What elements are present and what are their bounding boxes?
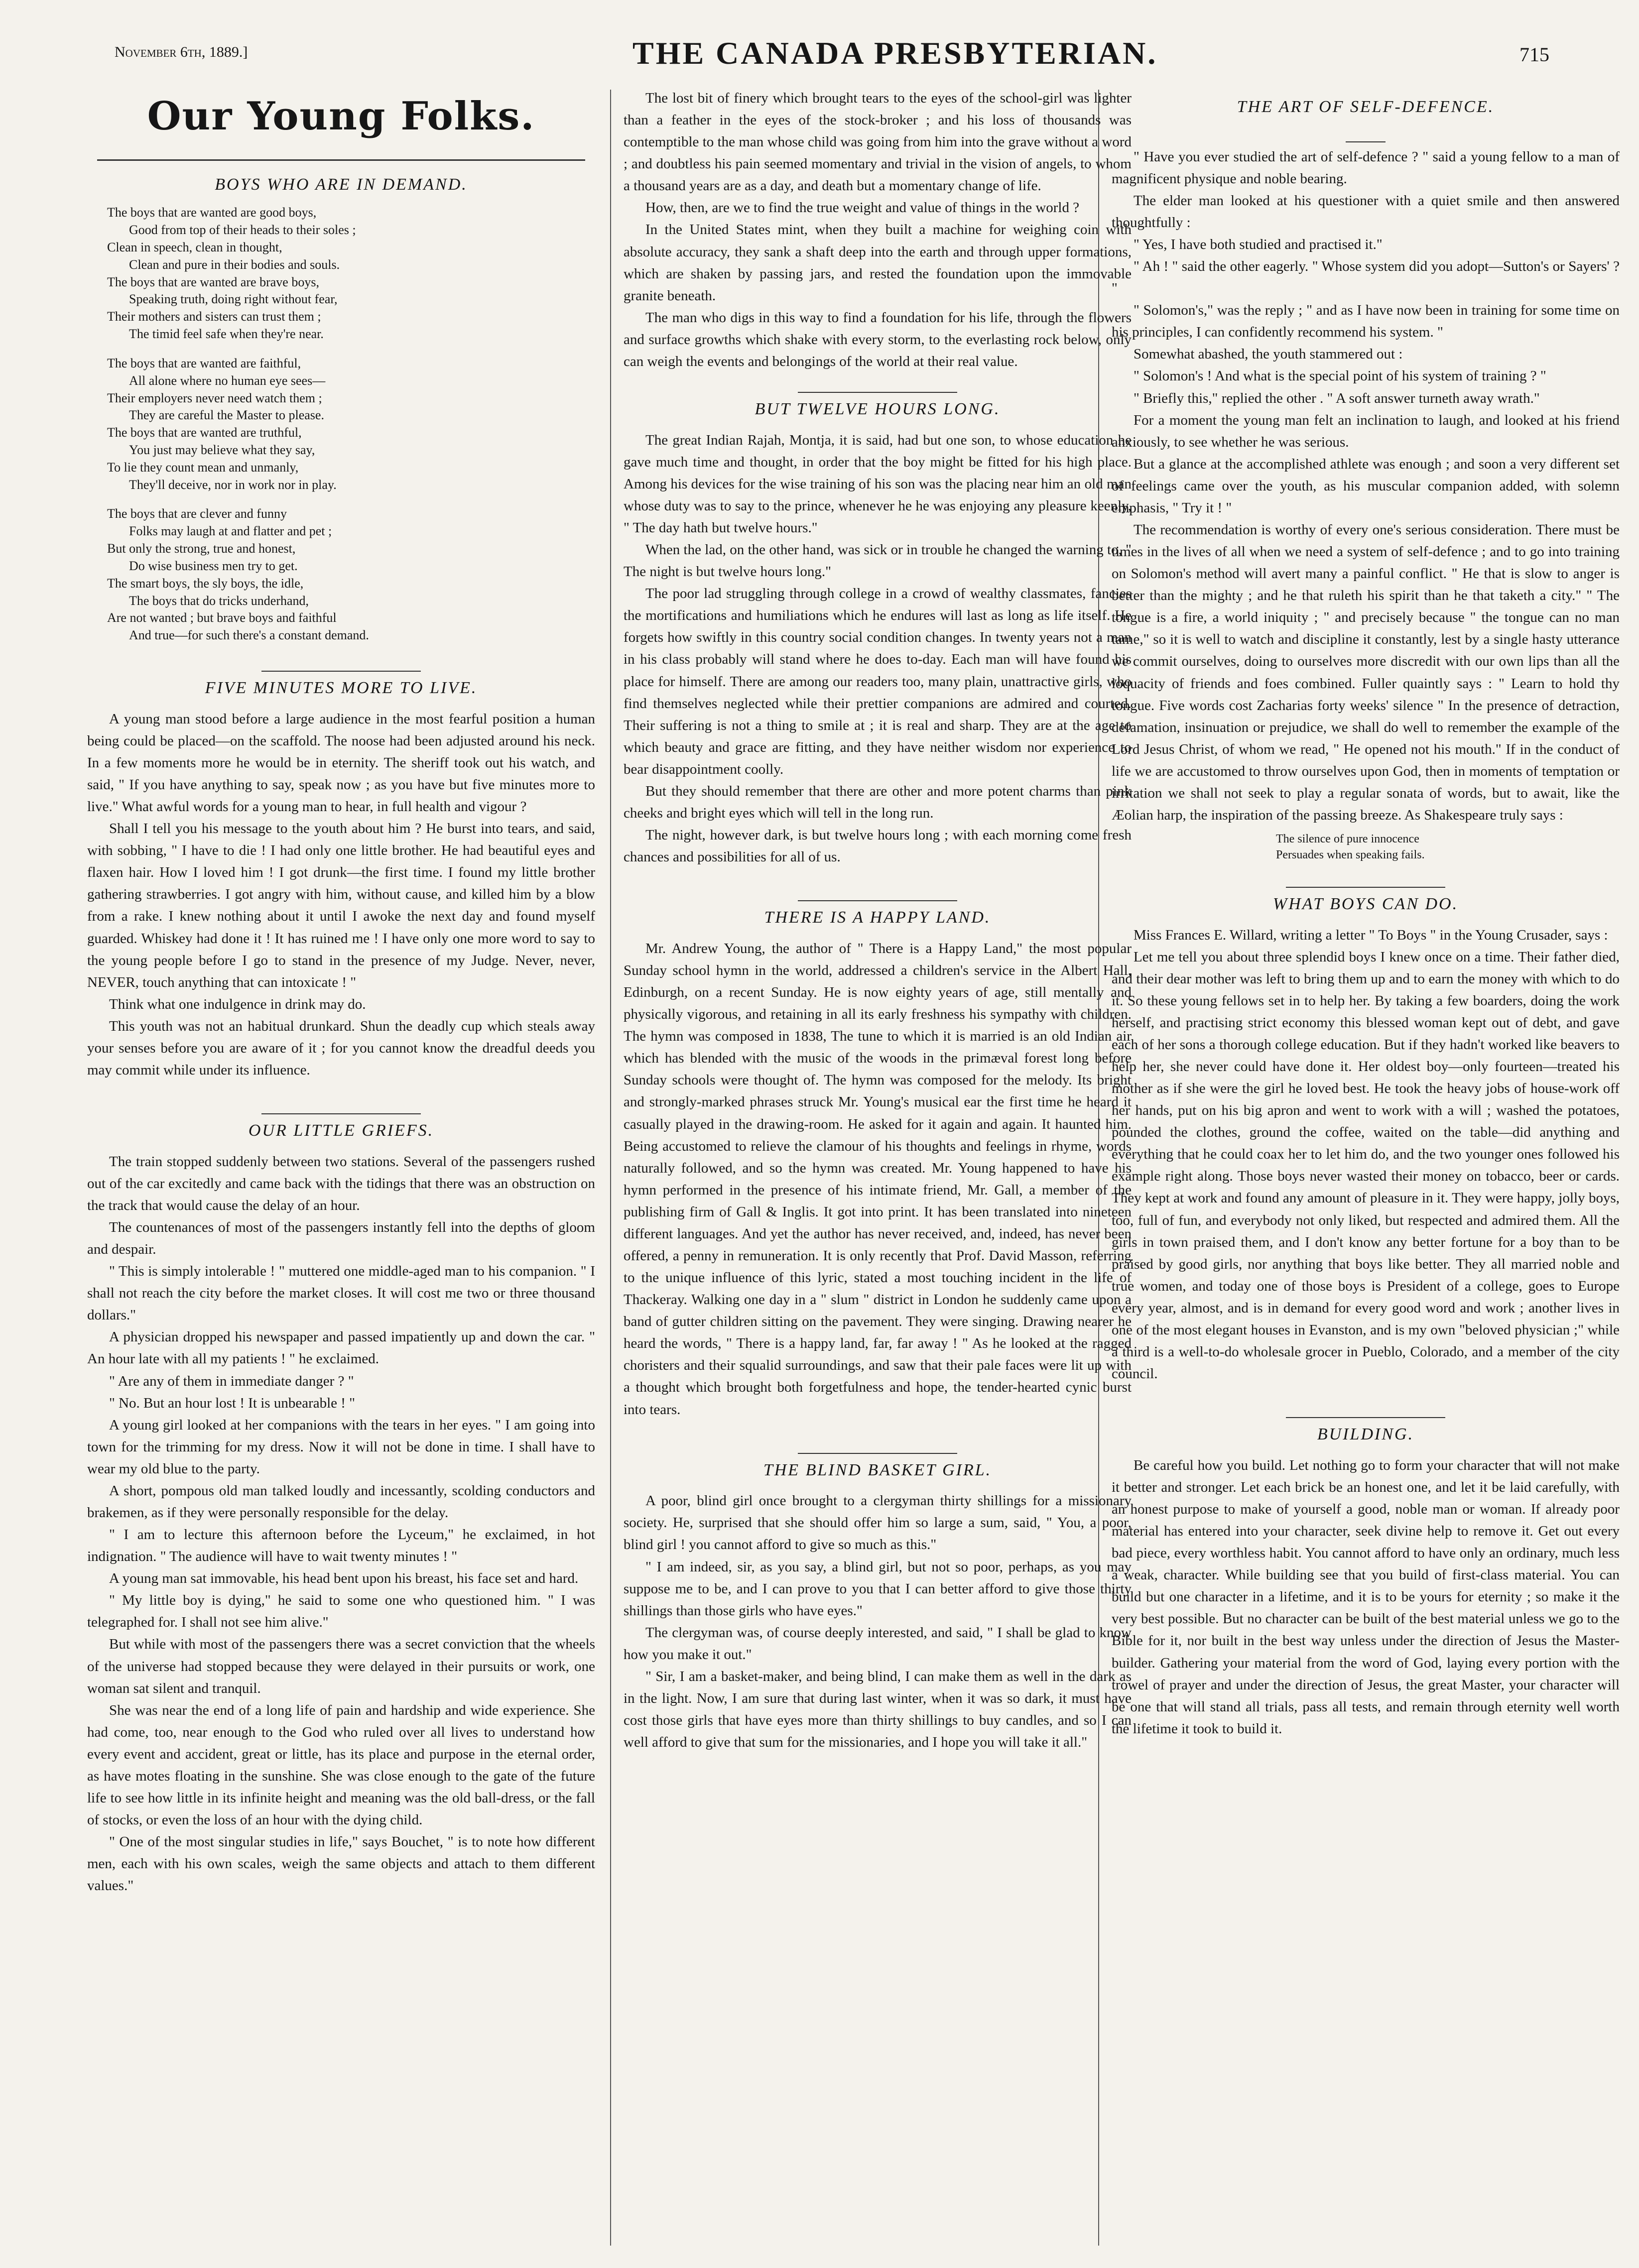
section-divider: [87, 1099, 595, 1109]
section-divider: [1112, 872, 1620, 882]
paragraph: Shall I tell you his message to the youth about him ? He burst into tears, and said, with sobbing, " I have to die ! I had only one little brother. He had beautiful eyes and flaxen hair. How I loved him ! I got drunk—the first time. I found my little brother gathering strawberries. I got angry with him, without cause, and killed him by a blow from a rake. I knew nothing about it until I awoke the next day and found myself guarded. Whiskey had done it ! It has ruined me ! I have only one more word to say to the young people before I go to stand in the presence of my Judge. Never, never, NEVER, touch anything that can intoxicate ! ": [87, 821, 595, 990]
paragraph: When the lad, on the other hand, was sick or in trouble he changed the warning to, " The night is but twelve hours long.": [624, 542, 1132, 580]
paragraph: " This is simply intolerable ! " muttered one middle-aged man to his companion. " I shall not reach the city before the market closes. It will cost me two or three thousand dollars.": [87, 1263, 595, 1323]
paragraph: But while with most of the passengers there was a secret conviction that the wheels of the universe had stopped because they were delayed in their pursuits or work, one woman sat silent and tranquil.: [87, 1636, 595, 1696]
issue-date: November 6th, 1889.]: [115, 44, 248, 60]
paragraph: Mr. Andrew Young, the author of " There is a Happy Land," the most popular Sunday school hymn in the world, addressed a children's service in the Albert Hall, Edinburgh, on a recent Sunday. He is now eighty years of age, still mentally and physically vigorous, and retaining in all its early freshness his sympathy with children. The hymn was composed in 1838, The tune to which it is married is an old Indian air which has blended with the music of the woods in the primæval forest long before Sunday schools were thought of. The hymn was composed for the melody. Its bright and strongly-marked phrases struck Mr. Young's musical ear the first time he heard it casually played in the drawing-room. He asked for it again and again. It haunted him. Being accustomed to relieve the clamour of his thoughts and feelings in rhyme, words naturally followed, and so the hymn was created. Mr. Young happened to have his hymn performed in the presence of his intimate friend, Mr. Gall, a member of the publishing firm of Gall & Inglis. It got into print. It has been translated into nineteen different languages. And yet the author has never received, and, indeed, has never been offered, a penny in remuneration. It is only recently that Prof. David Masson, referring to the unique influence of this lyric, stated a most touching incident in the life of Thackeray. Walking one day in a " slum " district in London he suddenly came upon a band of gutter children sitting on the pavement. They were singing. Drawing nearer he heard the words, " There is a happy land, far, far away ! " As he looked at the ragged choristers and their squalid surroundings, and saw that their pale faces were lit up with a thought which brought both forgetfulness and hope, the tender-hearted cynic burst into tears.: [624, 940, 1132, 1418]
poem-line: The boys that do tricks underhand,: [129, 593, 309, 608]
paragraph: The recommendation is worthy of every one's serious consideration. There must be times in the lives of all when we need a system of self-defence ; and to go into training on Solomon's method will avert many a painful conflict. " He that is slow to anger is better than the mighty ; and he that ruleth his spirit than he that taketh a city." " The tongue is a fire, a world iniquity ; " and precisely because " the tongue can no man tame," so it is well to watch and discipline it constantly, lest by a single hasty utterance we commit ourselves, doing to ourselves more discredit with our own lips than all the loquacity of friends and foes combined. Fuller quaintly says : " Learn to hold thy tongue. Five words cost Zacharias forty weeks' silence " In the presence of detraction, defamation, insinuation or prejudice, we shall do well to remember the example of the Lord Jesus Christ, of whom we read, " He opened not his mouth." If in the conduct of life we are accustomed to throw ourselves upon God, then in moments of temptation or irritation we shall not seek to play a regular sonata of words, but to await, like the Æolian harp, the inspiration of the passing breeze. As Shakespeare truly says :: [1112, 522, 1620, 824]
section-divider: [624, 886, 1132, 896]
poem-stanza: [107, 505, 595, 644]
poem-line: Their employers never need watch them ;: [107, 390, 322, 405]
paragraph: " I am indeed, sir, as you say, a blind girl, but not so poor, perhaps, as you may suppose me to be, and I can prove to you that I can better afford to give those thirty shillings than those girls who have eyes.": [624, 1558, 1132, 1619]
paragraph: But they should remember that there are other and more potent charms than pink cheeks and bright eyes which will tell in the long run.: [624, 783, 1132, 822]
section-divider: [624, 1438, 1132, 1448]
paragraph: In the United States mint, when they built a machine for weighing coin with absolute accuracy, they sank a shaft deep into the earth and through upper formations, which are shaken by passing jars, and rested the foundation upon the immovable granite beneath.: [624, 222, 1132, 304]
section-divider: [87, 656, 595, 666]
paragraph: " Solomon's ! And what is the special point of his system of training ? ": [1134, 368, 1546, 384]
article-body: [87, 708, 595, 1081]
poem-stanza: [107, 204, 595, 343]
paragraph: The train stopped suddenly between two stations. Several of the passengers rushed out of the car excitedly and came back with the tidings that there was an obstruction on the track that would cause the delay of an hour.: [87, 1153, 595, 1213]
poem-line: The boys that are wanted are truthful,: [107, 425, 302, 440]
column-1: [87, 87, 595, 1897]
paragraph: Somewhat abashed, the youth stammered out :: [1134, 346, 1403, 362]
quote-line: Persuades when speaking fails.: [1276, 848, 1425, 862]
paragraph: " No. But an hour lost ! It is unbearable ! ": [109, 1395, 356, 1411]
column-2: [624, 87, 1132, 1753]
paragraph: " Are any of them in immediate danger ? ": [109, 1373, 354, 1389]
article-body: [1112, 924, 1620, 1385]
poem-line: All alone where no human eye sees—: [129, 373, 326, 388]
paragraph: The great Indian Rajah, Montja, it is said, had but one son, to whose education he gave much time and thought, in order that the boy might be fitted for his high place. Among his devices for the wise training of his son was the placing near him an old man whose duty was to say to the prince, whenever he he was enjoying any pleasure keenly, " The day hath but twelve hours.": [624, 432, 1132, 536]
paragraph: " Solomon's," was the reply ; " and as I have now been in training for some time on his principles, I can confidently recommend his system. ": [1112, 302, 1620, 341]
paragraph: Think what one indulgence in drink may do.: [109, 996, 366, 1012]
poem-line: Are not wanted ; but brave boys and faithful: [107, 610, 337, 625]
poem-line: The boys that are wanted are brave boys,: [107, 274, 319, 289]
poem-stanza: [107, 355, 595, 494]
article-title: BUT TWELVE HOURS LONG.: [755, 400, 1001, 419]
page-number: 715: [1519, 43, 1549, 66]
column-3: [1112, 87, 1620, 1740]
paragraph: How, then, are we to find the true weight and value of things in the world ?: [645, 200, 1080, 216]
article-title: BOYS WHO ARE IN DEMAND.: [215, 175, 468, 194]
section-divider: [1112, 1403, 1620, 1413]
poem-line: The boys that are wanted are good boys,: [107, 205, 317, 220]
poem-line: Their mothers and sisters can trust them ;: [107, 309, 321, 324]
page-header: [110, 35, 1579, 85]
paragraph: Let me tell you about three splendid boys I knew once on a time. Their father died, and their dear mother was left to bring them up and to earn the money with which to do it. So these young fellows set in to help her. By taking a few boarders, doing the work herself, and practising strict economy this blessed woman kept out of debt, and gave each of her sons a thorough college education. But if they hadn't worked like beavers to help her, she never could have done it. Her oldest boy—only fourteen—treated his mother as if she were the girl he loved best. He took the heavy jobs of house-work off her hands, put on his big apron and went to work with a will ; washed the potatoes, pounded the clothes, ground the coffee, waited on the table—did anything and everything that he could coax her to let him do, and the two younger ones followed his example right along. Those boys never wasted their money on tobacco, beer or cards. They kept at work and found any amount of pleasure in it. They were happy, jolly boys, too, full of fun, and everybody not only liked, but respected and admired them. All the girls in town praised them, and I don't know any better fortune for a boy than to be praised by good girls, nor anything that boys like better. They all married noble and true women, and today one of those boys is President of a college, goes to Europe every year, almost, and is in demand for every good word and work ; another lives in one of the most elegant houses in Evanston, and is my own "beloved physician ;" while a third is a well-to-do wholesale grocer in Pueblo, Colorado, and a member of the city council.: [1112, 949, 1620, 1382]
paragraph: This youth was not an habitual drunkard. Shun the deadly cup which steals away your senses before you are aware of it ; for you cannot know the dreadful deeds you may commit while under its influence.: [87, 1018, 595, 1078]
paragraph: She was near the end of a long life of pain and hardship and wide experience. She had come, too, near enough to the God who ruled over all lives to understand how every event and accident, great or little, has its place and purpose in the eternal order, as have motes floating in the sunshine. She was close enough to the gate of the future life to see how little in its infinite height and meaning was the old ball-dress, or the fall of stocks, or even the loss of an hour with the dying child.: [87, 1702, 595, 1828]
article-title: WHAT BOYS CAN DO.: [1272, 894, 1459, 913]
paragraph: A physician dropped his newspaper and passed impatiently up and down the car. " An hour late with all my patients ! " he exclaimed.: [87, 1329, 595, 1367]
article-title: THERE IS A HAPPY LAND.: [764, 908, 991, 927]
paragraph: " Yes, I have both studied and practised it.": [1134, 236, 1383, 252]
paragraph: The countenances of most of the passengers instantly fell into the depths of gloom and despair.: [87, 1219, 595, 1258]
paragraph: " Have you ever studied the art of self-defence ? " said a young fellow to a man of magnificent physique and noble bearing.: [1112, 148, 1620, 187]
paragraph: But a glance at the accomplished athlete was enough ; and soon a very different set of feelings came over the youth, as his muscular companion added, with solemn emphasis, " Try it ! ": [1112, 456, 1620, 516]
article-title: OUR LITTLE GRIEFS.: [248, 1121, 434, 1140]
newspaper-title: THE CANADA PRESBYTERIAN.: [632, 35, 1158, 71]
poem-line: They are careful the Master to please.: [129, 408, 324, 423]
paragraph: A young man sat immovable, his head bent upon his breast, his face set and hard.: [109, 1570, 579, 1587]
article-title: FIVE MINUTES MORE TO LIVE.: [205, 679, 478, 698]
paragraph: " Briefly this," replied the other . " A soft answer turneth away wrath.": [1134, 390, 1540, 406]
poem: [107, 204, 595, 644]
paragraph: " One of the most singular studies in life," says Bouchet, " is to note how different men, each with his own scales, weigh the same objects and attach to them different values.": [87, 1834, 595, 1894]
section-divider: [1112, 127, 1620, 137]
article-body: [624, 938, 1132, 1421]
poem-line: And true—for such there's a constant demand.: [129, 628, 369, 643]
poem-line: They'll deceive, nor in work nor in play.: [129, 477, 337, 492]
poem-line: You just may believe what they say,: [129, 442, 315, 457]
poem-line: Do wise business men try to get.: [129, 558, 298, 573]
paragraph: " Ah ! " said the other eagerly. " Whose system did you adopt—Sutton's or Sayers' ? ": [1112, 258, 1620, 297]
poem-line: The boys that are wanted are faithful,: [107, 356, 301, 370]
article-body: [1112, 1454, 1620, 1740]
paragraph: A poor, blind girl once brought to a clergyman thirty shillings for a missionary society. He, surprised that she should offer him so large a sum, said, " You, a poor, blind girl ! you cannot afford to give so much as this.": [624, 1493, 1132, 1553]
article-title: THE BLIND BASKET GIRL.: [763, 1460, 992, 1479]
column-divider: [610, 90, 611, 2246]
quote-line: The silence of pure innocence: [1276, 833, 1419, 846]
paragraph: The night, however dark, is but twelve hours long ; with each morning come fresh chances and possibilities for all of us.: [624, 827, 1132, 865]
poem-line: The timid feel safe when they're near.: [129, 327, 324, 342]
poem-line: But only the strong, true and honest,: [107, 541, 296, 556]
paragraph: " Sir, I am a basket-maker, and being blind, I can make them as well in the dark as in the light. Now, I am sure that during last winter, when it was so dark, it must have cost those girls that have eyes more than thirty shillings to buy candles, and so I can well afford to give that sum for the missionaries, and I hope you will take it all.": [624, 1668, 1132, 1751]
quotation: [1276, 831, 1620, 863]
paragraph: The lost bit of finery which brought tears to the eyes of the school-girl was lighter than a feather in the eyes of the stock-broker ; and his loss of thousands was contemptible to the man whose child was going from him into the grave without a word ; and doubtless his pain seemed momentary and trivial in the vision of angels, to whom a thousand years are as a day, and death but a momentary change of life.: [624, 90, 1132, 194]
paragraph: The man who digs in this way to find a foundation for his life, through the flowers and surface growths which shake with every storm, to the everlasting rock below, only can weigh the events and belongings of the world at their real value.: [624, 309, 1132, 369]
poem-line: The boys that are clever and funny: [107, 506, 287, 521]
section-masthead: Our Young Folks.: [147, 94, 535, 139]
section-divider: [624, 377, 1132, 387]
poem-line: Good from top of their heads to their soles ;: [129, 223, 356, 238]
paragraph: A short, pompous old man talked loudly and incessantly, scolding conductors and brakemen, as if they were personally responsible for the delay.: [87, 1482, 595, 1521]
paragraph: Miss Frances E. Willard, writing a letter " To Boys " in the Young Crusader, says :: [1134, 927, 1608, 943]
poem-line: Folks may laugh at and flatter and pet ;: [129, 524, 332, 539]
paragraph: A young man stood before a large audience in the most fearful position a human being could be placed—on the scaffold. The noose had been adjusted around his neck. In a few moments more he would be in eternity. The sheriff took out his watch, and said, " If you have anything to say, speak now ; as you have but five minutes more to live." What awful words for a young man to hear, in full health and vigour ?: [87, 711, 595, 815]
poem-line: Clean and pure in their bodies and souls.: [129, 257, 340, 272]
article-body: [624, 1490, 1132, 1753]
article-body: [624, 87, 1132, 372]
paragraph: " My little boy is dying," he said to some one who questioned him. " I was telegraphed for. I shall not see him alive.": [87, 1592, 595, 1631]
paragraph: A young girl looked at her companions with the tears in her eyes. " I am going into town for the trimming for my dress. Now it will not be done in time. I shall have to wear my old blue to the party.: [87, 1417, 595, 1477]
poem-line: Speaking truth, doing right without fear,: [129, 292, 338, 307]
article-body: [87, 1151, 595, 1897]
paragraph: For a moment the young man felt an inclination to laugh, and looked at his friend anxiously, to see whether he was serious.: [1112, 412, 1620, 450]
article-body: [1112, 146, 1620, 826]
paragraph: Be careful how you build. Let nothing go to form your character that will not make it better and stronger. Let each brick be an honest one, and let it be laid carefully, with an honest purpose to make of yourself a good, noble man or woman. If already poor material has entered into your character, seek divine help to remove it. Get out every bad piece, every worthless habit. You cannot afford to have only an ordinary, much less a weak, character. While building see that you build of first-class material. You can build but one character in a lifetime, and it is to be yours for eternity ; so make it the very best possible. But no character can be built of the best material unless we go to the Bible for it, nor built in the best way unless under the direction of Jesus the Master-builder. Gathering your material from the word of God, laying every portion with the trowel of prayer and under the direction of Jesus, the great Master, your character will be one that will stand all trials, pass all tests, and remain through eternity well worth the lifetime it took to build it.: [1112, 1457, 1620, 1737]
article-title: THE ART OF SELF-DEFENCE.: [1237, 98, 1495, 116]
poem-line: The smart boys, the sly boys, the idle,: [107, 576, 304, 591]
paragraph: The clergyman was, of course deeply interested, and said, " I shall be glad to know how you make it out.": [624, 1624, 1132, 1663]
paragraph: The elder man looked at his questioner with a quiet smile and then answered thoughtfully :: [1112, 192, 1620, 231]
article-title: BUILDING.: [1317, 1425, 1414, 1444]
poem-line: To lie they count mean and unmanly,: [107, 460, 299, 475]
masthead-rule: [97, 159, 585, 161]
article-body: [624, 429, 1132, 868]
paragraph: " I am to lecture this afternoon before the Lyceum," he exclaimed, in hot indignation. " The audience will have to wait twenty minutes ! ": [87, 1527, 595, 1565]
paragraph: The poor lad struggling through college in a crowd of wealthy classmates, fancies the mortifications and humiliations which he endures will last as long as life itself. He forgets how swiftly in this country social condition changes. In twenty years not a man in his class probably will stand where he does to-day. Each man will have found his place for himself. There are among our readers too, many plain, unattractive girls, who find themselves neglected while their prettier companions are admired and courted. Their suffering is not a thing to smile at ; it is real and sharp. They are at the age to which beauty and grace are fitting, and they have neither wisdom nor experience to bear disappointment coolly.: [624, 586, 1132, 777]
poem-line: Clean in speech, clean in thought,: [107, 239, 282, 254]
